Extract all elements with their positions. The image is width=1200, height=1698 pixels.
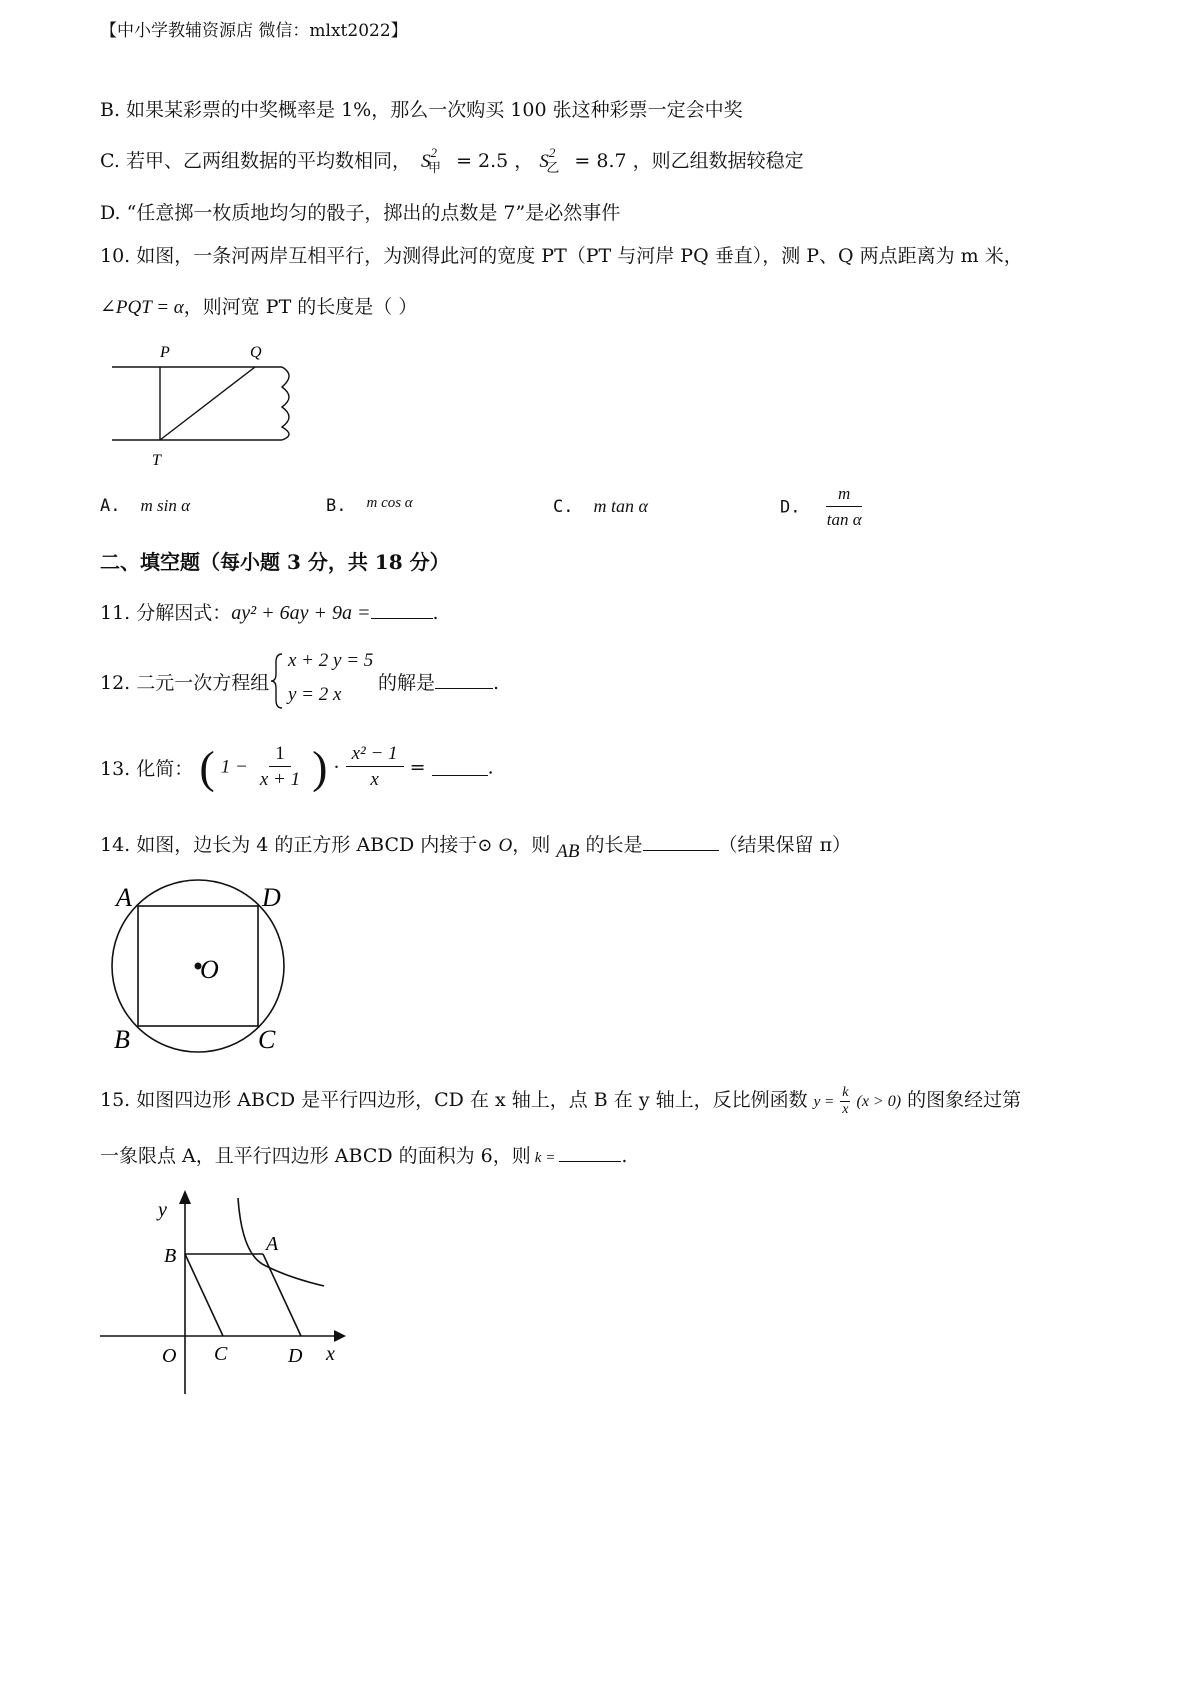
variance-b: $S^2_乙$ — [539, 145, 560, 175]
q9-option-c-text: C. 若甲、乙两组数据的平均数相同， — [100, 150, 411, 172]
equation-2: y = 2 x — [288, 684, 342, 705]
equation-1: x + 2 y = 5 — [288, 650, 374, 671]
q10-option-a: A. m sin α — [100, 496, 191, 516]
q11-answer-blank[interactable] — [371, 602, 433, 619]
q9-option-d: D. “任意掷一枚质地均匀的骰子，掷出的点数是 7”是必然事件 — [100, 202, 621, 224]
river-figure — [100, 335, 310, 475]
q10-option-b: B. m cos α — [326, 495, 413, 516]
angle-expression: ∠PQT = α — [100, 297, 184, 318]
label-O: O — [162, 1345, 177, 1367]
q9-option-c: C. 若甲、乙两组数据的平均数相同， $S^2_甲 = 2.5$ ， $S^2_乙 = 8.7$ ，则乙组数据较稳定 — [100, 145, 804, 175]
q14: 14. 如图，边长为 4 的正方形 ABCD 内接于⊙ O，则 AB 的长是 （结果保留 π） — [100, 834, 852, 862]
system-brace — [270, 652, 286, 710]
label-A: A — [266, 1233, 279, 1255]
header-watermark: 【中小学教辅资源店 微信：mlxt2022】 — [100, 21, 408, 41]
arc-AB: AB — [556, 841, 580, 862]
label-B: B — [164, 1245, 177, 1267]
label-B: B — [114, 1025, 130, 1054]
axis-label-x: x — [326, 1343, 335, 1365]
label-D: D — [262, 883, 281, 912]
q10-line1: 10. 如图，一条河两岸互相平行，为测得此河的宽度 PT（PT 与河岸 PQ 垂直），测 P、Q 两点距离为 m 米， — [100, 245, 1023, 267]
q15-line2: 一象限点 A，且平行四边形 ABCD 的面积为 6，则 k = . — [100, 1145, 628, 1167]
fraction-1: $\frac{1}{x + 1}$ — [259, 743, 301, 790]
variance-a-value: = 2.5 — [456, 150, 509, 172]
q14-answer-blank[interactable] — [643, 834, 719, 851]
square-in-circle-figure — [100, 876, 300, 1056]
q10-option-d: D. $\frac{m}{\text{tan α}}$ — [780, 484, 862, 529]
parallelogram-graph-figure — [100, 1186, 360, 1402]
q10-line2: ∠PQT = α，则河宽 PT 的长度是（ ） — [100, 296, 418, 318]
section-2-title: 二、填空题（每小题 3 分，共 18 分） — [100, 550, 450, 574]
label-D: D — [288, 1345, 303, 1367]
q10-option-c: C. m tan α — [553, 496, 648, 517]
q15-answer-blank[interactable] — [559, 1145, 621, 1162]
label-A: A — [116, 883, 132, 912]
label-O: O — [200, 955, 219, 984]
variance-a: $S^2_甲$ — [421, 145, 442, 175]
q13-answer-blank[interactable] — [432, 759, 488, 776]
variance-b-value: = 8.7 — [574, 150, 627, 172]
label-C: C — [258, 1025, 276, 1054]
q13: 13. 化简： ( 1 − $\frac{1}{x + 1}$ ) · $\frac{\text{x² − 1}}{x}$ = . — [100, 741, 494, 793]
label-P: P — [160, 344, 170, 361]
axis-label-y: y — [158, 1199, 167, 1221]
q12-answer-blank[interactable] — [435, 672, 493, 689]
label-C: C — [214, 1343, 228, 1365]
label-Q: Q — [250, 344, 262, 361]
q11: 11. 分解因式：ay² + 6ay + 9a = . — [100, 602, 439, 624]
function-fraction: $\frac{k}{x}$ — [842, 1084, 849, 1117]
label-T: T — [152, 452, 161, 469]
fraction-2: $\frac{\text{x² − 1}}{x}$ — [346, 742, 404, 793]
q15-line1: 15. 如图四边形 ABCD 是平行四边形，CD 在 x 轴上，点 B 在 y 轴上，反比例函数 y = $\frac{k}{x}$ (x > 0) 的图象经过第 — [100, 1084, 1022, 1117]
circle-symbol: ⊙ — [477, 835, 493, 856]
q9-option-b: B. 如果某彩票的中奖概率是 1%，那么一次购买 100 张这种彩票一定会中奖 — [100, 99, 743, 121]
